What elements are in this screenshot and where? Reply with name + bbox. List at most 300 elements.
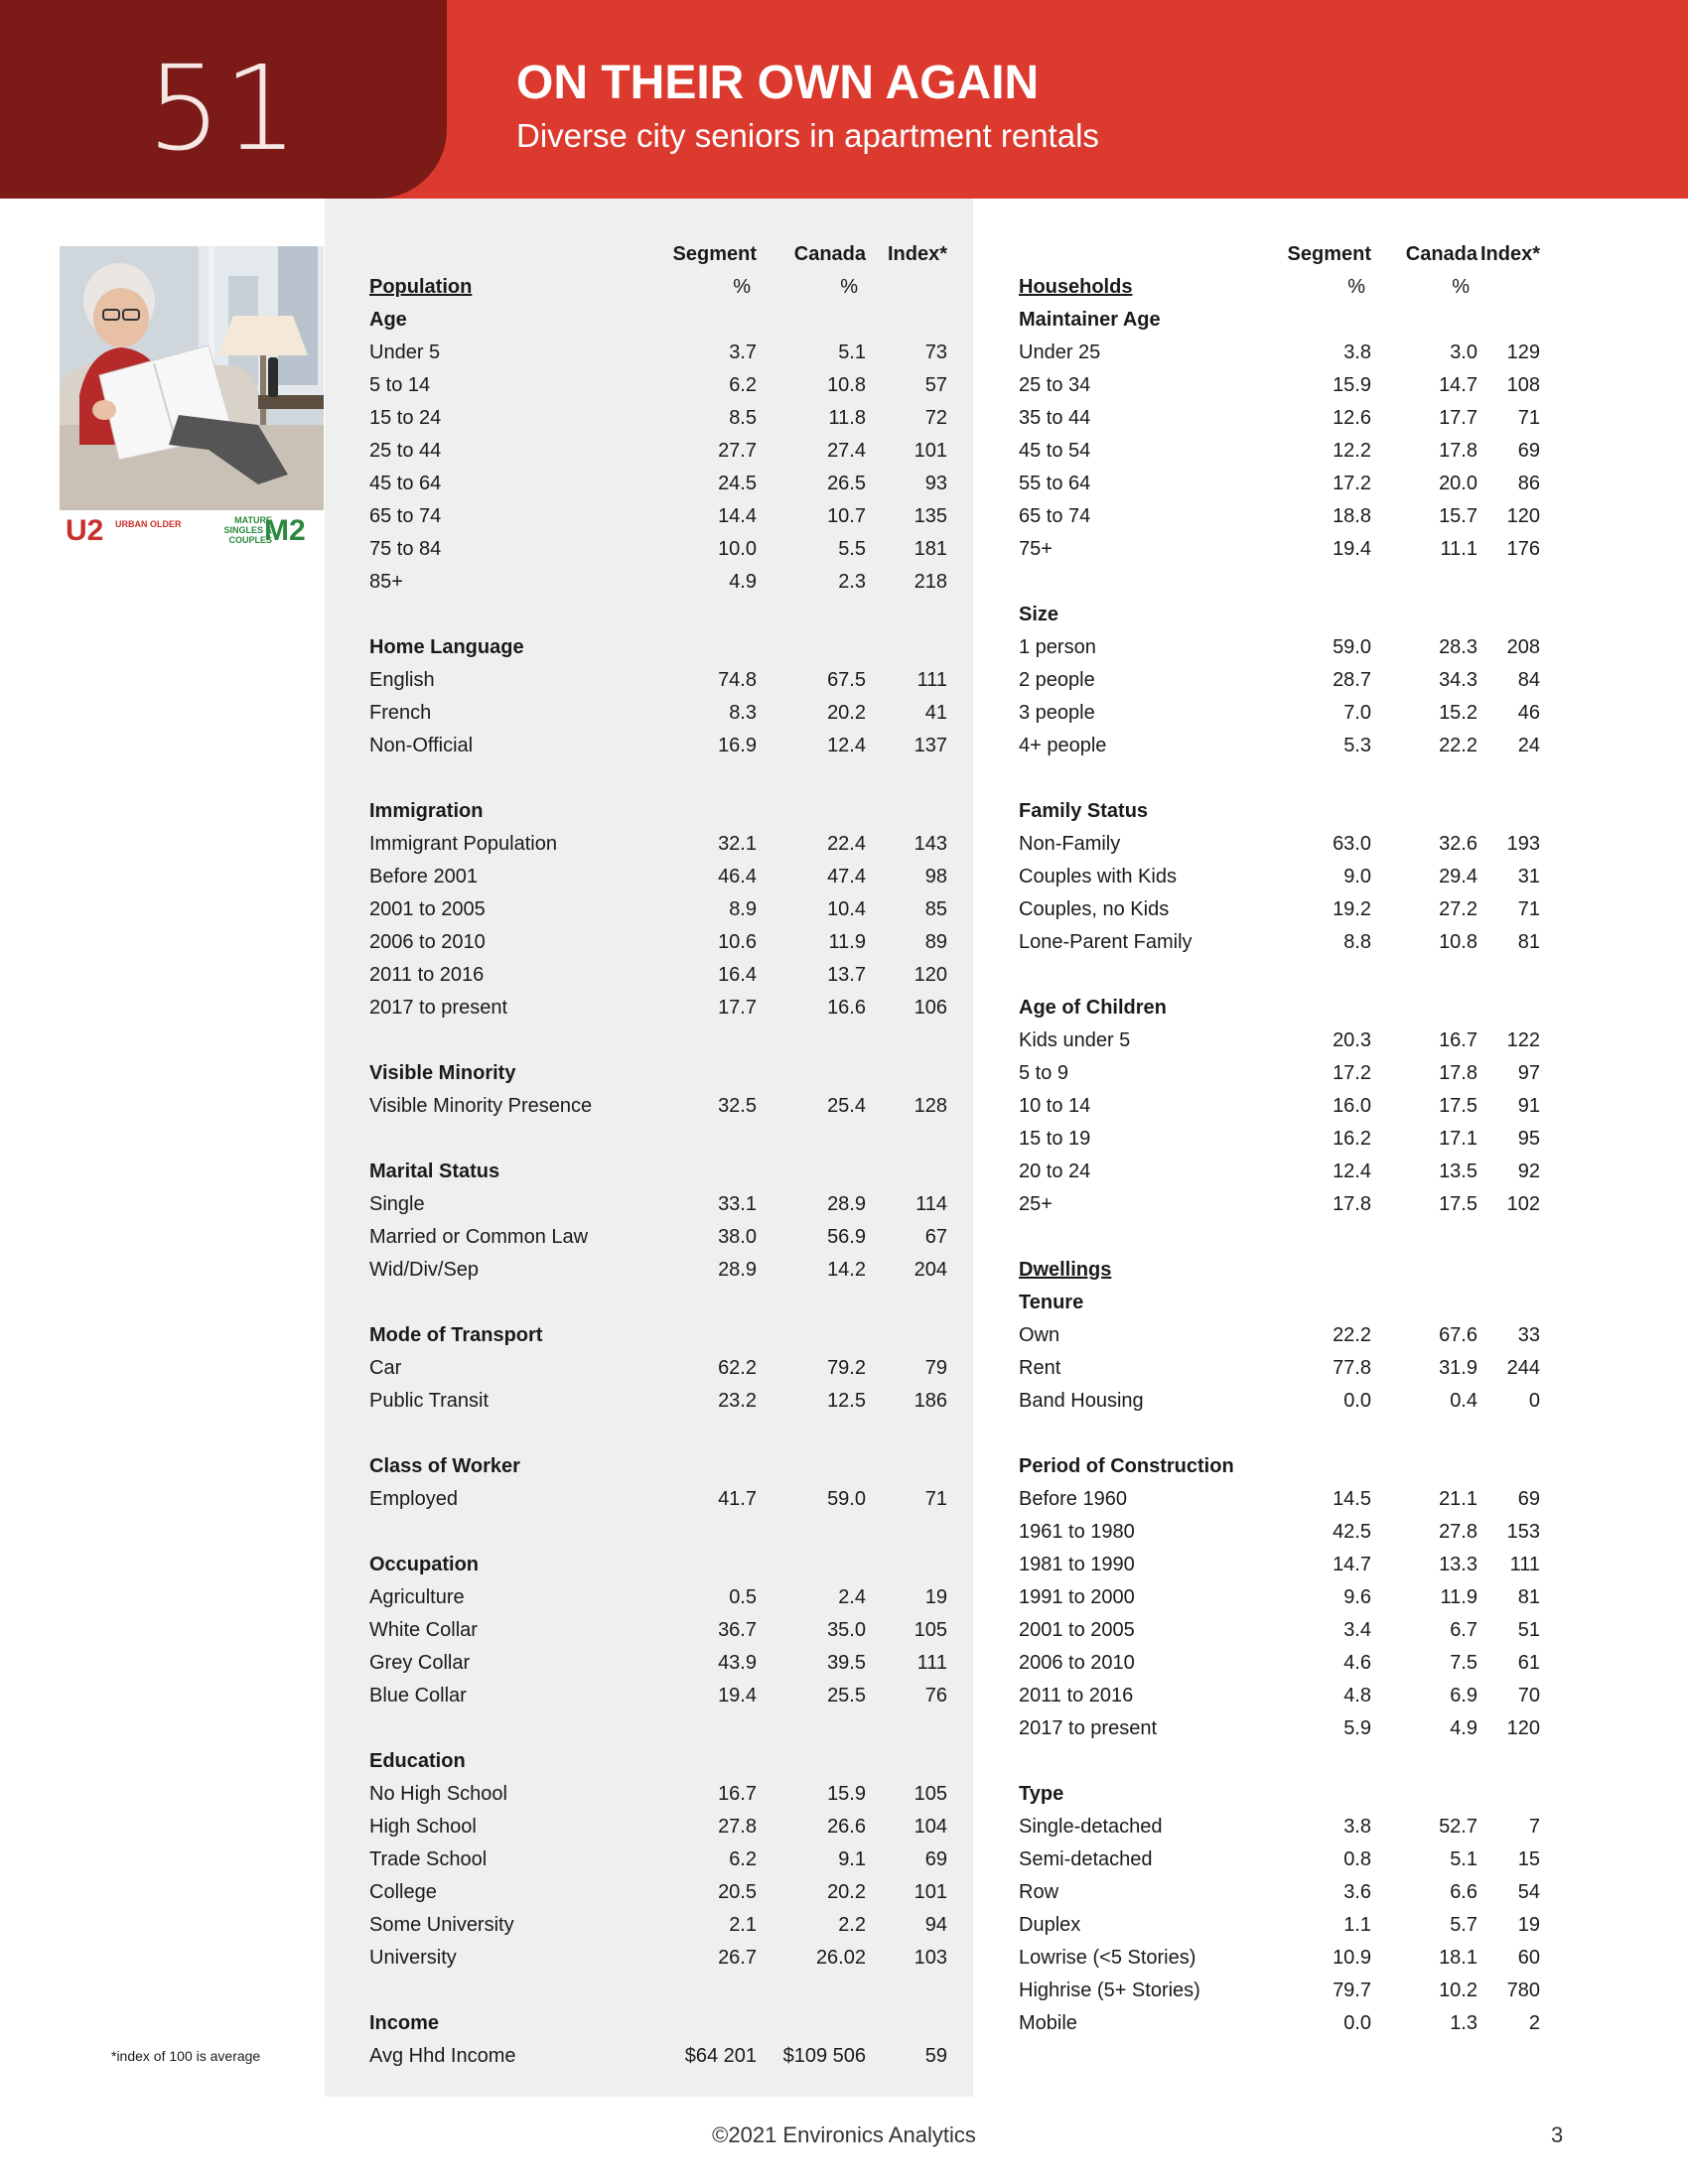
canada-value: 18.1 <box>1439 1947 1477 1969</box>
table-row <box>369 1352 965 1385</box>
index-value: 129 <box>1506 341 1540 363</box>
table-row <box>1019 1975 1615 2007</box>
section-title-row <box>1019 304 1615 337</box>
index-value: 54 <box>1517 1881 1540 1903</box>
table-row <box>369 1483 965 1516</box>
index-value: 72 <box>924 407 947 429</box>
index-value: 71 <box>924 1488 947 1510</box>
index-value: 101 <box>914 440 947 462</box>
section-title-row <box>369 631 965 664</box>
index-value: 105 <box>914 1619 947 1641</box>
canada-value: 26.6 <box>827 1816 866 1838</box>
row-label: Before 2001 <box>369 866 478 887</box>
row-label: 65 to 74 <box>1019 505 1091 527</box>
row-label: 25 to 44 <box>369 440 442 462</box>
section-title: Tenure <box>1019 1292 1084 1313</box>
u2-logo: U2 <box>66 514 104 547</box>
segment-value: 4.8 <box>1343 1685 1371 1706</box>
canada-value: 10.2 <box>1439 1979 1477 2001</box>
index-value: 46 <box>1517 702 1540 724</box>
table-row <box>369 1647 965 1680</box>
segment-value: 14.4 <box>718 505 757 527</box>
row-label: 2017 to present <box>1019 1717 1157 1739</box>
segment-value: 6.2 <box>729 374 757 396</box>
canada-value: 52.7 <box>1439 1816 1477 1838</box>
canada-value: 20.0 <box>1439 473 1477 494</box>
index-value: 84 <box>1517 669 1540 691</box>
page-number: 3 <box>1551 2122 1564 2147</box>
canada-value: 12.5 <box>827 1390 866 1412</box>
section-title: Immigration <box>369 800 484 822</box>
section-title-row <box>1019 795 1615 828</box>
segment-value: 17.8 <box>1333 1193 1371 1215</box>
table-row <box>1019 468 1615 500</box>
canada-value: 17.5 <box>1439 1095 1477 1117</box>
canada-value: 2.3 <box>838 571 866 593</box>
canada-value: 6.9 <box>1450 1685 1477 1706</box>
canada-value: 25.5 <box>827 1685 866 1706</box>
row-label: 1961 to 1980 <box>1019 1521 1135 1543</box>
table-row <box>1019 1319 1615 1352</box>
index-value: 76 <box>924 1685 947 1706</box>
canada-percent-header: % <box>1452 276 1470 298</box>
index-value: 111 <box>916 1652 947 1674</box>
row-label: 20 to 24 <box>1019 1160 1091 1182</box>
index-value: 106 <box>914 997 947 1019</box>
table-row <box>1019 697 1615 730</box>
index-value: 51 <box>1517 1619 1540 1641</box>
segment-value: 59.0 <box>1333 636 1371 658</box>
row-label: 1 person <box>1019 636 1096 658</box>
segment-value: 24.5 <box>718 473 757 494</box>
segment-column-header: Segment <box>1287 243 1371 265</box>
canada-value: 4.9 <box>1450 1717 1477 1739</box>
segment-value: 2.1 <box>729 1914 757 1936</box>
segment-value: 7.0 <box>1343 702 1371 724</box>
index-value: 98 <box>924 866 947 887</box>
section-title: Type <box>1019 1783 1064 1805</box>
row-label: Rent <box>1019 1357 1061 1379</box>
segment-value: 36.7 <box>718 1619 757 1641</box>
index-value: 61 <box>1517 1652 1540 1674</box>
canada-value: 0.4 <box>1450 1390 1477 1412</box>
index-value: 33 <box>1517 1324 1540 1346</box>
table-row <box>1019 1057 1615 1090</box>
canada-value: 79.2 <box>827 1357 866 1379</box>
index-value: 93 <box>924 473 947 494</box>
table-row <box>369 1876 965 1909</box>
table-row <box>1019 926 1615 959</box>
row-label: 45 to 64 <box>369 473 442 494</box>
index-value: 94 <box>924 1914 947 1936</box>
row-label: Lone-Parent Family <box>1019 931 1193 953</box>
row-label: Blue Collar <box>369 1685 467 1706</box>
segment-number: 51 <box>146 40 301 177</box>
segment-value: 20.5 <box>718 1881 757 1903</box>
index-value: 135 <box>914 505 947 527</box>
senior-reading-illustration <box>60 246 324 510</box>
segment-value: 28.9 <box>718 1259 757 1281</box>
row-label: Under 5 <box>369 341 441 363</box>
table-row <box>1019 1942 1615 1975</box>
canada-value: 35.0 <box>827 1619 866 1641</box>
segment-value: 0.5 <box>729 1586 757 1608</box>
segment-value: 4.6 <box>1343 1652 1371 1674</box>
table-row <box>369 861 965 893</box>
index-value: 91 <box>1517 1095 1540 1117</box>
section-title-row <box>369 1057 965 1090</box>
index-value: 102 <box>1506 1193 1540 1215</box>
row-label: Non-Family <box>1019 833 1121 855</box>
table-row <box>1019 1581 1615 1614</box>
table-row <box>369 500 965 533</box>
section-title-row <box>1019 1778 1615 1811</box>
index-value: 122 <box>1506 1029 1540 1051</box>
segment-value: 0.0 <box>1343 2012 1371 2034</box>
row-label: Public Transit <box>369 1390 490 1412</box>
index-value: 176 <box>1506 538 1540 560</box>
row-label: 35 to 44 <box>1019 407 1091 429</box>
segment-value: 26.7 <box>718 1947 757 1969</box>
row-label: 75 to 84 <box>369 538 442 560</box>
canada-value: 17.8 <box>1439 440 1477 462</box>
row-label: 2001 to 2005 <box>1019 1619 1135 1641</box>
segment-value: 79.7 <box>1333 1979 1371 2001</box>
index-value: 81 <box>1517 931 1540 953</box>
table-row <box>1019 1876 1615 1909</box>
section-title: Family Status <box>1019 800 1149 822</box>
segment-logo-strip <box>60 510 324 550</box>
segment-value: 27.8 <box>718 1816 757 1838</box>
table-row <box>1019 1188 1615 1221</box>
row-label: White Collar <box>369 1619 478 1641</box>
section-title: Home Language <box>369 636 524 658</box>
segment-value: 10.0 <box>718 538 757 560</box>
index-value: 67 <box>924 1226 947 1248</box>
index-value: 15 <box>1517 1848 1540 1870</box>
segment-value: 10.9 <box>1333 1947 1371 1969</box>
canada-value: 22.4 <box>827 833 866 855</box>
section-title-row <box>369 271 965 304</box>
section-title: Visible Minority <box>369 1062 516 1084</box>
segment-value: 16.9 <box>718 735 757 756</box>
segment-value: 19.4 <box>718 1685 757 1706</box>
section-title: Maintainer Age <box>1019 309 1161 331</box>
table-row <box>1019 1647 1615 1680</box>
section-title-row <box>369 1156 965 1188</box>
index-value: 2 <box>1528 2012 1540 2034</box>
index-value: 24 <box>1517 735 1540 756</box>
segment-value: 16.4 <box>718 964 757 986</box>
segment-title: ON THEIR OWN AGAIN <box>516 57 1040 109</box>
segment-subtitle: Diverse city seniors in apartment rentals <box>516 117 1099 154</box>
m2-logo: M2 <box>264 514 306 547</box>
canada-value: 16.7 <box>1439 1029 1477 1051</box>
section-title-row <box>1019 1254 1615 1287</box>
index-value: 143 <box>914 833 947 855</box>
table-row <box>1019 1712 1615 1745</box>
row-label: Trade School <box>369 1848 488 1870</box>
section-title-row <box>1019 271 1615 304</box>
row-label: Band Housing <box>1019 1390 1144 1412</box>
index-value: 120 <box>1506 505 1540 527</box>
row-label: Row <box>1019 1881 1059 1903</box>
segment-value: 6.2 <box>729 1848 757 1870</box>
canada-value: 10.8 <box>1439 931 1477 953</box>
row-label: Own <box>1019 1324 1060 1346</box>
row-label: 2 people <box>1019 669 1095 691</box>
canada-value: 27.4 <box>827 440 866 462</box>
index-value: 95 <box>1517 1128 1540 1150</box>
canada-value: 17.1 <box>1439 1128 1477 1150</box>
index-value: 19 <box>924 1586 947 1608</box>
section-title: Age <box>369 309 407 331</box>
row-label: French <box>369 702 432 724</box>
row-label: 25 to 34 <box>1019 374 1091 396</box>
table-row <box>369 533 965 566</box>
row-label: Couples with Kids <box>1019 866 1177 887</box>
segment-value: 63.0 <box>1333 833 1371 855</box>
index-value: 0 <box>1528 1390 1540 1412</box>
table-row <box>369 2040 965 2073</box>
canada-value: 13.7 <box>827 964 866 986</box>
row-label: College <box>369 1881 437 1903</box>
table-row <box>1019 1024 1615 1057</box>
illustration-svg <box>60 246 324 510</box>
section-title-row <box>1019 1450 1615 1483</box>
table-row <box>369 959 965 992</box>
index-column-header: Index* <box>887 243 947 265</box>
canada-value: 1.3 <box>1450 2012 1477 2034</box>
segment-value: 8.8 <box>1343 931 1371 953</box>
table-row <box>369 730 965 762</box>
table-row <box>1019 533 1615 566</box>
segment-value: 17.2 <box>1333 1062 1371 1084</box>
index-value: 7 <box>1528 1816 1540 1838</box>
segment-value: 16.7 <box>718 1783 757 1805</box>
row-label: 5 to 9 <box>1019 1062 1069 1084</box>
row-label: 2006 to 2010 <box>1019 1652 1135 1674</box>
row-label: Grey Collar <box>369 1652 471 1674</box>
table-row <box>1019 1811 1615 1843</box>
index-value: 57 <box>924 374 947 396</box>
index-column-header: Index* <box>1479 243 1540 265</box>
segment-percent-header: % <box>733 276 751 298</box>
segment-value: 3.6 <box>1343 1881 1371 1903</box>
table-row <box>1019 1156 1615 1188</box>
index-value: 120 <box>914 964 947 986</box>
segment-value: 5.3 <box>1343 735 1371 756</box>
canada-value: 28.9 <box>827 1193 866 1215</box>
row-label: 1981 to 1990 <box>1019 1554 1135 1575</box>
canada-value: 2.4 <box>838 1586 866 1608</box>
table-row <box>1019 631 1615 664</box>
section-title-row <box>369 1319 965 1352</box>
row-label: Car <box>369 1357 402 1379</box>
canada-value: 7.5 <box>1450 1652 1477 1674</box>
index-value: 181 <box>914 538 947 560</box>
index-value: 70 <box>1517 1685 1540 1706</box>
table-row <box>1019 1385 1615 1418</box>
section-title-row <box>1019 992 1615 1024</box>
canada-value: 17.8 <box>1439 1062 1477 1084</box>
segment-value: 3.7 <box>729 341 757 363</box>
row-label: Before 1960 <box>1019 1488 1127 1510</box>
table-row <box>1019 500 1615 533</box>
index-value: 128 <box>914 1095 947 1117</box>
canada-value: 59.0 <box>827 1488 866 1510</box>
canada-value: 6.6 <box>1450 1881 1477 1903</box>
section-title: Households <box>1019 276 1133 298</box>
segment-value: 0.8 <box>1343 1848 1371 1870</box>
row-label: English <box>369 669 435 691</box>
index-value: 103 <box>914 1947 947 1969</box>
row-label: 2006 to 2010 <box>369 931 486 953</box>
segment-value: 17.7 <box>718 997 757 1019</box>
segment-value: 3.8 <box>1343 1816 1371 1838</box>
table-row <box>1019 2007 1615 2040</box>
table-row <box>369 1090 965 1123</box>
row-label: Mobile <box>1019 2012 1077 2034</box>
row-label: 45 to 54 <box>1019 440 1091 462</box>
index-footnote: *index of 100 is average <box>111 2048 261 2064</box>
row-label: 55 to 64 <box>1019 473 1091 494</box>
canada-value: 10.4 <box>827 898 866 920</box>
section-title: Education <box>369 1750 466 1772</box>
index-value: 59 <box>924 2045 947 2067</box>
segment-value: 14.5 <box>1333 1488 1371 1510</box>
row-label: 25+ <box>1019 1193 1053 1215</box>
index-value: 101 <box>914 1881 947 1903</box>
table-row <box>369 992 965 1024</box>
u2-logo-text: URBAN OLDER <box>115 519 182 529</box>
row-label: Single <box>369 1193 425 1215</box>
index-value: 86 <box>1517 473 1540 494</box>
index-value: 108 <box>1506 374 1540 396</box>
segment-value: 77.8 <box>1333 1357 1371 1379</box>
row-label: Agriculture <box>369 1586 465 1608</box>
canada-value: 14.7 <box>1439 374 1477 396</box>
canada-value: 17.5 <box>1439 1193 1477 1215</box>
index-value: 31 <box>1517 866 1540 887</box>
canada-value: 5.7 <box>1450 1914 1477 1936</box>
segment-value: 20.3 <box>1333 1029 1371 1051</box>
table-row <box>1019 861 1615 893</box>
table-row <box>1019 893 1615 926</box>
table-row <box>1019 1352 1615 1385</box>
table-row <box>1019 1090 1615 1123</box>
row-label: 15 to 19 <box>1019 1128 1091 1150</box>
index-value: 71 <box>1517 407 1540 429</box>
index-value: 92 <box>1517 1160 1540 1182</box>
index-value: 89 <box>924 931 947 953</box>
index-value: 780 <box>1506 1979 1540 2001</box>
canada-value: 56.9 <box>827 1226 866 1248</box>
segment-value: 23.2 <box>718 1390 757 1412</box>
table-row <box>369 1909 965 1942</box>
table-row <box>369 1843 965 1876</box>
segment-value: 16.0 <box>1333 1095 1371 1117</box>
canada-value: 11.9 <box>1440 1586 1477 1608</box>
table-row <box>1019 1549 1615 1581</box>
row-label: 10 to 14 <box>1019 1095 1091 1117</box>
canada-value: 32.6 <box>1439 833 1477 855</box>
index-value: 69 <box>1517 1488 1540 1510</box>
row-label: Lowrise (<5 Stories) <box>1019 1947 1196 1969</box>
index-value: 97 <box>1517 1062 1540 1084</box>
canada-percent-header: % <box>840 276 858 298</box>
segment-value: 8.9 <box>729 898 757 920</box>
section-title-row <box>369 1745 965 1778</box>
row-label: Some University <box>369 1914 514 1936</box>
row-label: 2011 to 2016 <box>369 964 485 986</box>
segment-value: 12.6 <box>1333 407 1371 429</box>
row-label: 2001 to 2005 <box>369 898 486 920</box>
index-value: 244 <box>1506 1357 1540 1379</box>
canada-value: 15.9 <box>827 1783 866 1805</box>
canada-value: 34.3 <box>1439 669 1477 691</box>
section-title: Income <box>369 2012 440 2034</box>
segment-value: 1.1 <box>1343 1914 1371 1936</box>
row-label: 4+ people <box>1019 735 1107 756</box>
row-label: 85+ <box>369 571 403 593</box>
index-value: 69 <box>924 1848 947 1870</box>
section-title-row <box>369 1549 965 1581</box>
section-title: Population <box>369 276 473 298</box>
row-label: No High School <box>369 1783 507 1805</box>
row-label: Highrise (5+ Stories) <box>1019 1979 1200 2001</box>
segment-value: 27.7 <box>718 440 757 462</box>
canada-value: 10.7 <box>827 505 866 527</box>
table-row <box>1019 1516 1615 1549</box>
segment-percent-header: % <box>1347 276 1365 298</box>
table-row <box>1019 1843 1615 1876</box>
row-label: University <box>369 1947 457 1969</box>
canada-value: 5.1 <box>838 341 866 363</box>
segment-value: 32.5 <box>718 1095 757 1117</box>
row-label: Wid/Div/Sep <box>369 1259 480 1281</box>
canada-value: 31.9 <box>1439 1357 1477 1379</box>
table-row <box>369 337 965 369</box>
section-title: Class of Worker <box>369 1455 520 1477</box>
canada-column-header: Canada <box>1405 243 1477 265</box>
row-label: 2011 to 2016 <box>1019 1685 1134 1706</box>
row-label: High School <box>369 1816 477 1838</box>
table-row <box>1019 402 1615 435</box>
canada-value: 11.9 <box>828 931 866 953</box>
canada-value: 39.5 <box>827 1652 866 1674</box>
table-row <box>1019 664 1615 697</box>
row-label: 1991 to 2000 <box>1019 1586 1135 1608</box>
section-title-row <box>1019 599 1615 631</box>
segment-column-header: Segment <box>672 243 757 265</box>
row-label: 2017 to present <box>369 997 507 1019</box>
table-row <box>369 697 965 730</box>
canada-value: 47.4 <box>827 866 866 887</box>
index-value: 186 <box>914 1390 947 1412</box>
table-row <box>369 1942 965 1975</box>
segment-value: 8.3 <box>729 702 757 724</box>
canada-value: 6.7 <box>1450 1619 1477 1641</box>
row-label: 3 people <box>1019 702 1095 724</box>
canada-value: 26.02 <box>815 1947 866 1969</box>
table-row <box>1019 369 1615 402</box>
row-label: Couples, no Kids <box>1019 898 1170 920</box>
segment-value: 10.6 <box>718 931 757 953</box>
table-row <box>1019 828 1615 861</box>
segment-value: 4.9 <box>729 571 757 593</box>
section-title-row <box>1019 1287 1615 1319</box>
